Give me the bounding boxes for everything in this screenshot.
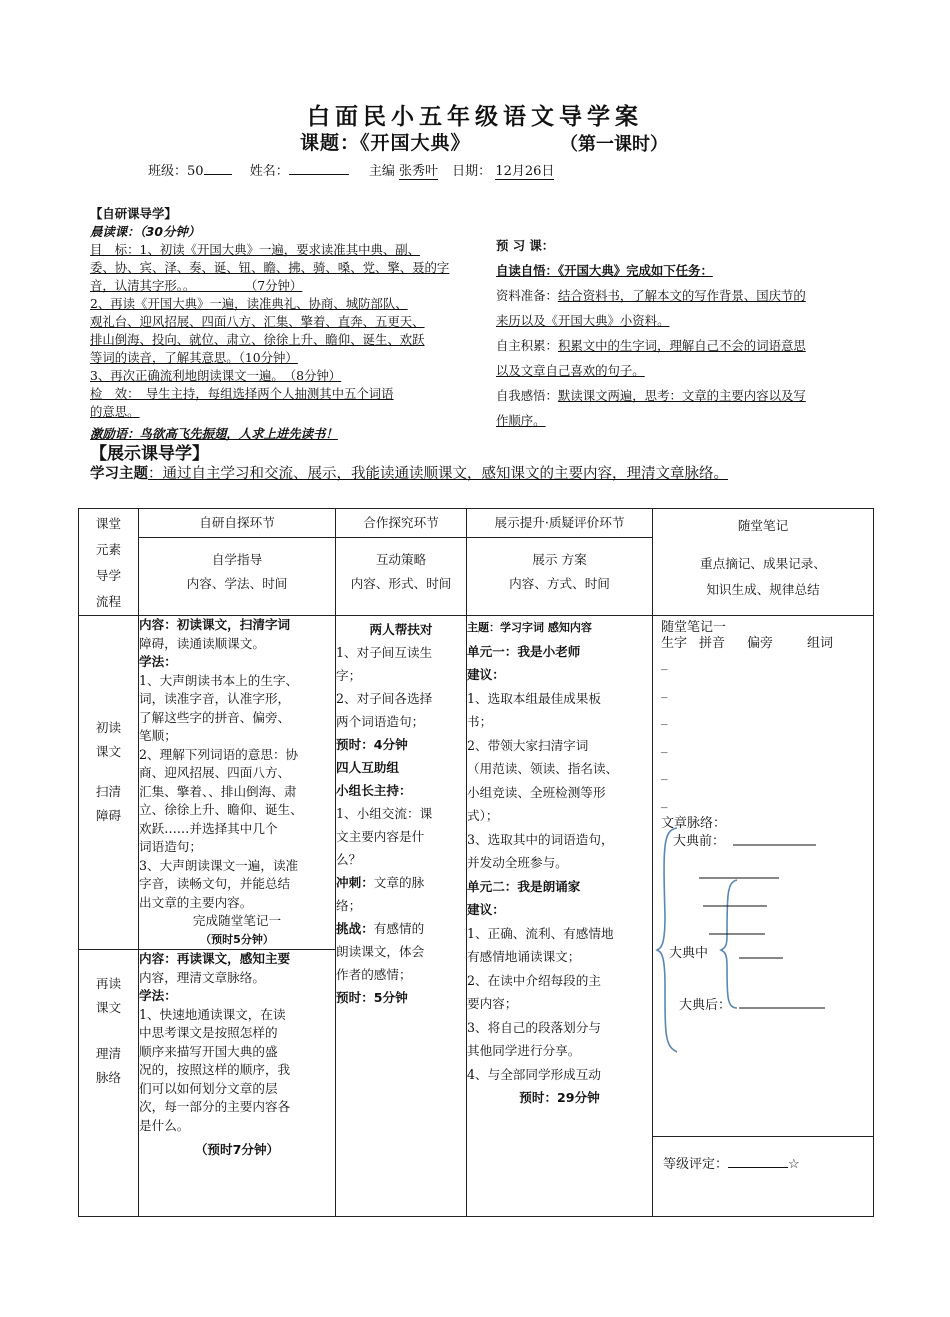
preview-task: 自读自悟：《开国大典》完成如下任务： (496, 263, 713, 278)
preview-item-cont: 以及文章自己喜欢的句子。 (496, 363, 645, 378)
corner-cell: 课堂 元素 导学 流程 (79, 509, 139, 616)
goal-line: 的意思。 (90, 404, 140, 419)
notes-columns: 生字 拼音 偏旁 组词 (661, 636, 834, 651)
notes-cell (653, 616, 874, 1217)
lesson-period: （第一课时） (560, 134, 668, 155)
class-field: 班级：50 (148, 164, 232, 179)
goal-line: 3、再次正确流利地朗读课文一遍。 （8分钟） (90, 368, 342, 383)
goal-line: 等词的读音，了解其意思。（10分钟） (90, 350, 298, 365)
col-head-notes: 随堂笔记 重点摘记、成果记录、 知识生成、规律总结 (653, 509, 874, 616)
guide-table (78, 508, 874, 1217)
date-label: 日期： (452, 164, 492, 179)
grade-line: 等级评定： ☆ (663, 1157, 800, 1172)
col-head-coop: 合作探究环节 互动策略 内容、形式、时间 (336, 509, 467, 616)
s2-time: （预时7分钟） (194, 1142, 280, 1157)
stage-1-guide: 内容：初读课文，扫清字词 障碍，读通读顺课文。 学法： 1、大声朗读书本上的生字、 词，读准字音，认准字形， 了解这些字的拼音、偏旁、 笔顺； 2、理解下列词语的意思：协 商、迎风招展、四面八方、 汇集、擎着、、排山倒海、肃 立、徐徐上升、瞻仰、诞生、 欢跃……并选择其中几个 词语造句； 3、大声朗读课文一遍，读准 字音，读畅文句，并能总结 出文章的主要内容。 完成随堂笔记一 （预时5分钟） (139, 616, 336, 950)
goal-line: 委、协、宾、泽、奏、诞、钮、瞻、拂、骑、嗓、党、擎、聂的字 (90, 260, 450, 275)
s1-note: 完成随堂笔记一 (192, 913, 282, 928)
editor-name: 张秀叶 (399, 160, 438, 180)
preview-item: 资料准备：结合资料书，了解本文的写作背景、国庆节的 (496, 288, 806, 303)
preview-label: 预 习 课： (496, 238, 555, 253)
s1-time: （预时5分钟） (200, 932, 274, 946)
after-label: 大典后： (679, 998, 732, 1013)
notes-title: 随堂笔记一 (661, 620, 727, 635)
col-head-self: 自研自探环节 自学指导 内容、学法、时间 (139, 509, 336, 616)
stage-2-guide: 内容：再读课文，感知主要 内容，理清文章脉络。 学法： 1、快速地通读课文，在读 中思考课文是按照怎样的 顺序来描写开国大典的盛 况的，按照这样的顺序，我 们可以如何划分文章的层 次，每一部分的主要内容各 是什么。 （预时7分钟） (139, 950, 336, 1217)
learning-theme: 学习主题：通过自主学习和交流、展示，我能读通读顺课文，感知课文的主要内容，理清文章脉络。 (90, 466, 728, 482)
preview-item-cont: 作顺序。 (496, 413, 546, 428)
goal-line: 排山倒海、投向、就位、肃立、徐徐上升、瞻仰、诞生、欢跃 (90, 332, 425, 347)
preview-section (496, 233, 868, 433)
lesson-title: 课题：《开国大典》 (300, 132, 471, 154)
preview-item: 自主积累：积累文中的生字词，理解自己不会的词语意思 (496, 338, 806, 353)
stage-1-label: 初读 课文 扫清 障碍 (79, 616, 139, 950)
date-value: 12月26日 (495, 160, 554, 180)
stage-2-label: 再读 课文 理清 脉络 (79, 950, 139, 1217)
col-head-present: 展示提升·质疑评价环节 展示 方案 内容、方式、时间 (467, 509, 653, 616)
middle-label: 大典中 (669, 946, 709, 961)
preview-item-cont: 来历以及《开国大典》小资料。 (496, 313, 670, 328)
coop-cell: 两人帮扶对 1、对子间互读生 字； 2、对子间各选择 两个词语造句； 预时：4分钟 四人互助组 小组长主持： 1、小组交流：课 文主要内容是什 么？ 冲刺：文章的脉 络； 挑战：有感情的 朗读课文，体会 作者的感情； 预时：5分钟 (336, 616, 467, 1217)
morning-reading-label: 晨读课：（30分钟） (90, 224, 201, 239)
goal-line: 音，认清其字形。。 （7分钟） (90, 278, 303, 293)
show-heading: 【展示课导学】 (90, 444, 209, 464)
editor-label: 主编 (368, 164, 395, 179)
present-cell: 主题：学习字词 感知内容 单元一：我是小老师 建议： 1、选取本组最佳成果板 书； 2、带领大家扫清字词 （用范读、领读、指名读、 小组竞读、全班检测等形 式）； 3、选取其中的词语造句， 并发动全班参与。 单元二：我是朗诵家 建议： 1、正确、流利、有感情地 有感情地诵读课文； 2、在读中介绍每段的主 要内容； 3、将自己的段落划分与 其他同学进行分享。 4、与全部同学形成互动 预时：29分钟 (467, 616, 653, 1217)
before-label: 大典前： (673, 834, 726, 849)
notes-blanks: _ _ _ _ _ _ (661, 656, 668, 809)
structure-brace (653, 616, 873, 1136)
preview-item: 自我感悟：默读课文两遍，思考：文章的主要内容以及写 (496, 388, 806, 403)
self-study-heading: 【自研课导学】 (90, 206, 177, 221)
document-title: 白面民小五年级语文导学案 (307, 103, 643, 130)
motto: 激励语：鸟欲高飞先振翅，人求上进先读书！ (90, 426, 338, 441)
goal-line: 检 效： 导生主持，每组选择两个人抽测其中五个词语 (90, 386, 394, 401)
name-field: 姓名： (250, 164, 349, 179)
goal-line: 目 标：1、初读《开国大典》一遍，要求读准其中典、副、 (90, 242, 421, 257)
goal-line: 2、再读《开国大典》一遍，读准典礼、协商、城防部队、 (90, 296, 408, 311)
self-study-section (90, 205, 465, 443)
goal-line: 观礼台、迎风招展、四面八方、汇集、擎着、直奔、五更天、 (90, 314, 425, 329)
meta-line (148, 160, 554, 180)
structure-label: 文章脉络： (661, 816, 727, 831)
